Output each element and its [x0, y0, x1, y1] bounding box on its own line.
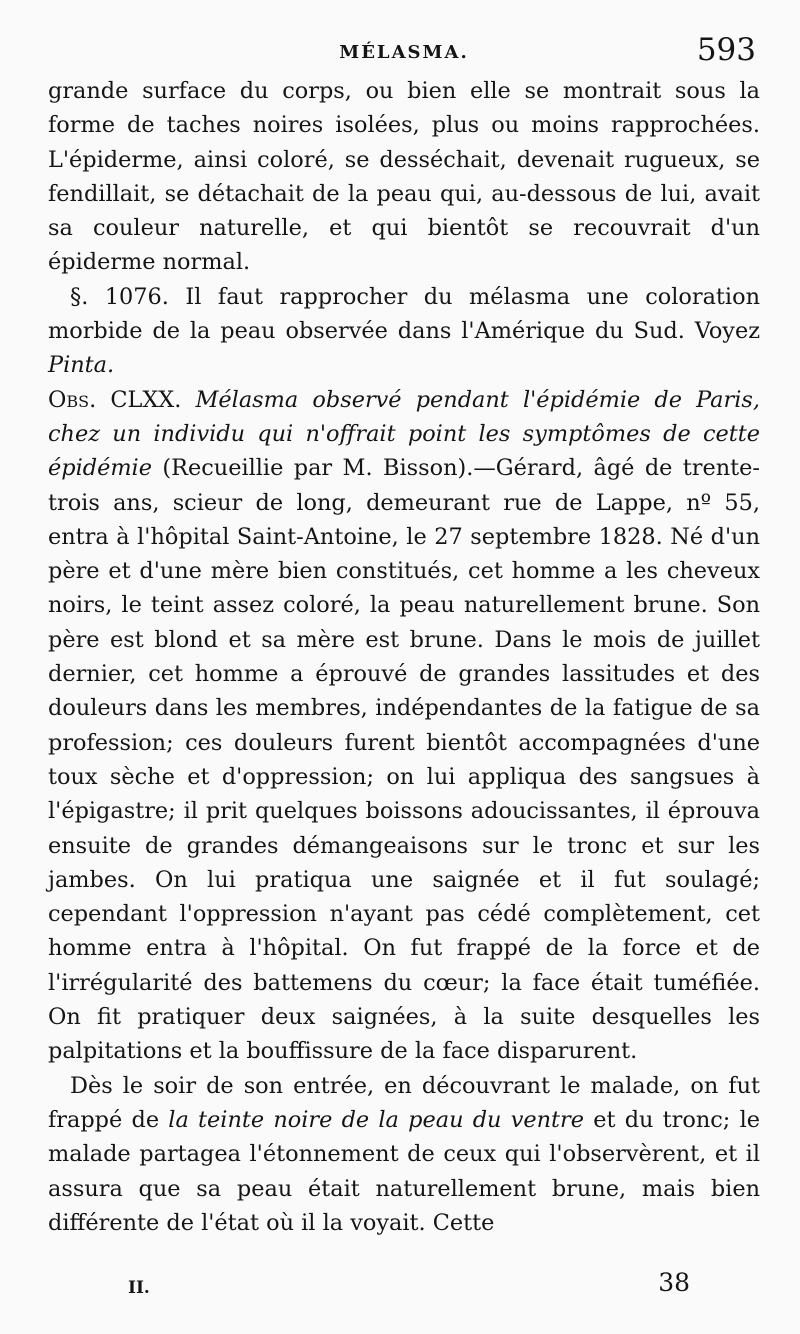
body-text	[48, 74, 760, 1240]
observation-paragraph	[48, 383, 760, 1069]
paragraph-4-lead: Dès le soir de son entrée, en découvrant le malade, on fut frappé de	[48, 1072, 760, 1133]
running-title: MÉLASMA.	[339, 42, 469, 63]
paragraph-1: grande surface du corps, ou bien elle se montrait sous la forme de taches noires isolées, plus ou moins rapprochées. L'épiderme, ainsi coloré, se desséchait, devenait rugueux, se fendillait, se détachait de la peau qui, au-dessous de lui, avait sa couleur naturelle, et qui bientôt se recouvrait d'un épiderme normal.	[48, 78, 760, 276]
paragraph-2	[48, 280, 760, 383]
page-header	[48, 30, 760, 74]
paragraph-4-rest: et du tronc; le malade partagea l'étonnement de ceux qui l'observèrent, et il assura que sa peau était naturellement brune, mais bien différente de l'état où il la voyait. Cette	[48, 1106, 760, 1236]
pinta-reference: Pinta.	[48, 352, 115, 379]
observation-body: (Recueillie par M. Bisson).—Gérard, âgé de trente-trois ans, scieur de long, demeurant rue de Lappe, nº 55, entra à l'hôpital Saint-Antoine, le 27 septembre 1828. Né d'un père et d'une mère bien constitués, cet homme a les cheveux noirs, le teint assez coloré, la peau naturellement brune. Son père est blond et sa mère est brune. Dans le mois de juillet dernier, cet homme a éprouvé de grandes lassitudes et des douleurs dans les membres, indépendantes de la fatigue de sa profession; ces douleurs furent bientôt accompagnées d'une toux sèche et d'oppression; on lui appliqua des sangsues à l'épigastre; il prit quelques boissons adoucissantes, il éprouva ensuite de grandes démangeaisons sur le tronc et sur les jambes. On lui pratiqua une saignée et il fut soulagé; cependant l'oppression n'ayant pas cédé complètement, cet homme entra à l'hôpital. On fut frappé de la force et de l'irrégularité des battemens du cœur; la face était tuméfiée. On fit pratiquer deux saignées, à la suite desquelles les palpitations et la bouffissure de la face disparurent.	[48, 455, 760, 1065]
page-footer	[88, 1268, 690, 1308]
paragraph-4	[48, 1069, 760, 1240]
paragraph-4-emphasis: la teinte noire de la peau du ventre	[168, 1106, 584, 1133]
section-1076-text: §. 1076. Il faut rapprocher du mélasma une coloration morbide de la peau observée dans l'Amérique du Sud. Voyez	[48, 283, 760, 345]
signature-mark: II.	[128, 1278, 150, 1298]
sheet-number: 38	[658, 1268, 690, 1297]
page-number: 593	[696, 32, 756, 68]
observation-title: Mélasma observé pendant l'épidémie de Paris, chez un individu qui n'offrait point les symptômes de cette épidémie	[48, 386, 760, 482]
observation-label: Obs. CLXX.	[48, 386, 182, 413]
